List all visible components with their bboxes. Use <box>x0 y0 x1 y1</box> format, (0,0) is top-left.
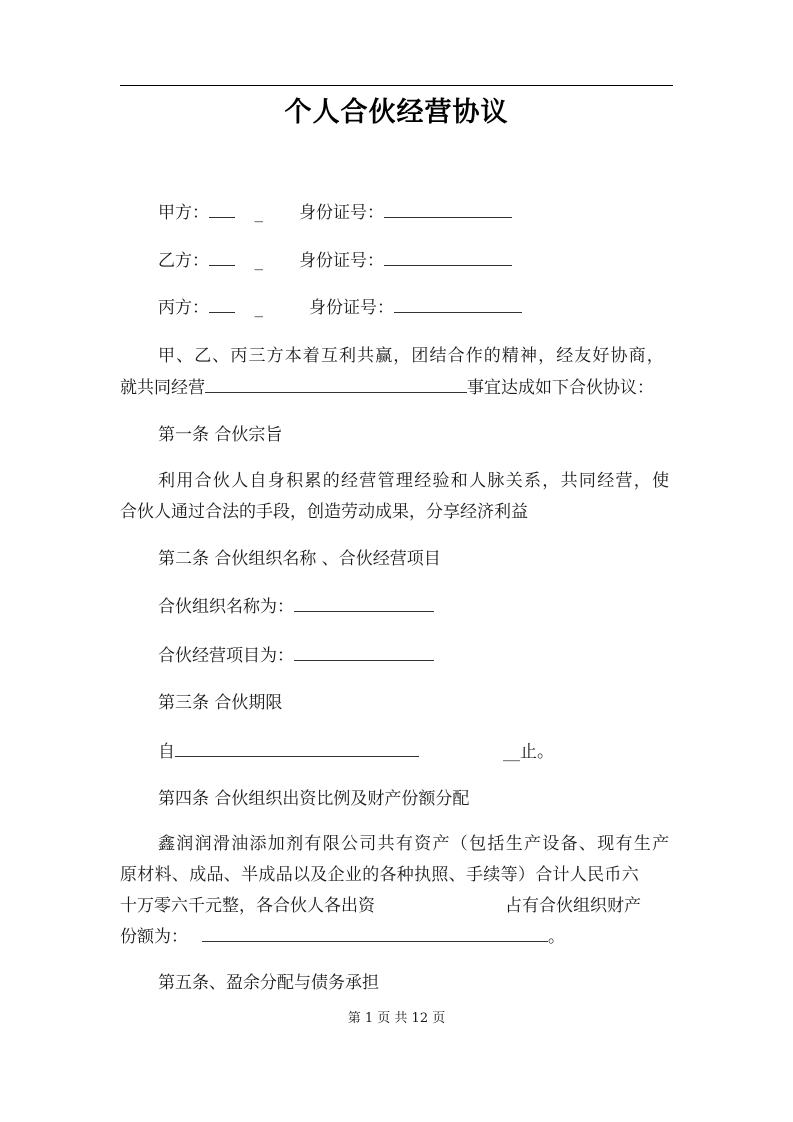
party-c-line <box>158 297 522 319</box>
article-4-line-4 <box>120 926 565 948</box>
article-4-line-3-post: 占有合伙组织财产 <box>505 896 641 916</box>
business-blank <box>205 378 467 393</box>
intro-line-2-post: 事宜达成如下合伙协议： <box>467 378 654 398</box>
party-b-name-blank <box>209 251 235 266</box>
party-a-label: 甲方： <box>158 203 209 223</box>
intro-line-2 <box>120 377 654 399</box>
term-start-blank <box>175 742 419 757</box>
party-a-blank-tail: _ <box>254 203 263 223</box>
article-4-line-3 <box>120 895 641 917</box>
project-line <box>158 645 434 667</box>
article-3-title: 第三条 合伙期限 <box>158 693 283 713</box>
org-name-blank <box>294 597 434 612</box>
header-rule <box>120 85 673 86</box>
party-a-line <box>158 202 512 224</box>
intro-line-2-pre: 就共同经营 <box>120 378 205 398</box>
party-b-blank-tail: _ <box>254 251 263 271</box>
org-name-line <box>158 596 434 618</box>
document-title: 个人合伙经营协议 <box>284 97 509 128</box>
party-b-label: 乙方： <box>158 251 209 271</box>
term-to: __止。 <box>503 742 554 762</box>
article-4-line-4-pre: 份额为： <box>120 927 188 947</box>
article-4-title: 第四条 合伙组织出资比例及财产份额分配 <box>158 789 470 809</box>
party-b-id-blank <box>384 251 512 266</box>
party-a-id-label: 身份证号： <box>299 203 384 223</box>
party-a-id-blank <box>384 203 512 218</box>
party-c-blank-tail: _ <box>254 298 263 318</box>
intro-line-1: 甲、乙、丙三方本着互利共赢，团结合作的精神，经友好协商， <box>158 346 665 366</box>
party-c-name-blank <box>209 298 235 313</box>
party-c-id-label: 身份证号： <box>309 298 394 318</box>
article-4-line-4-post: 。 <box>548 927 565 947</box>
article-4-line-3-pre: 十万零六千元整，各合伙人各出资 <box>120 896 375 916</box>
term-from: 自 <box>158 742 175 762</box>
share-blank <box>202 927 548 942</box>
org-name-label: 合伙组织名称为： <box>158 597 294 617</box>
article-1-title: 第一条 合伙宗旨 <box>158 425 283 445</box>
party-b-line <box>158 250 512 272</box>
term-line <box>158 741 554 763</box>
article-5-title: 第五条、盈余分配与债务承担 <box>158 973 379 993</box>
article-1-line-2: 合伙人通过合法的手段，创造劳动成果，分享经济利益 <box>120 502 528 522</box>
project-label: 合伙经营项目为： <box>158 646 294 666</box>
article-1-line-1: 利用合伙人自身积累的经营管理经验和人脉关系，共同经营，使 <box>158 471 671 491</box>
article-4-line-2: 原材料、成品、半成品以及企业的各种执照、手续等）合计人民币六 <box>120 865 639 885</box>
article-2-title: 第二条 合伙组织名称 、合伙经营项目 <box>158 549 441 569</box>
party-a-name-blank <box>209 203 235 218</box>
party-c-label: 丙方： <box>158 298 209 318</box>
page-number: 第 1 页 共 12 页 <box>347 1011 446 1026</box>
article-4-line-1: 鑫润润滑油添加剂有限公司共有资产（包括生产设备、现有生产 <box>158 834 671 854</box>
party-b-id-label: 身份证号： <box>299 251 384 271</box>
party-c-id-blank <box>394 298 522 313</box>
project-blank <box>294 646 434 661</box>
